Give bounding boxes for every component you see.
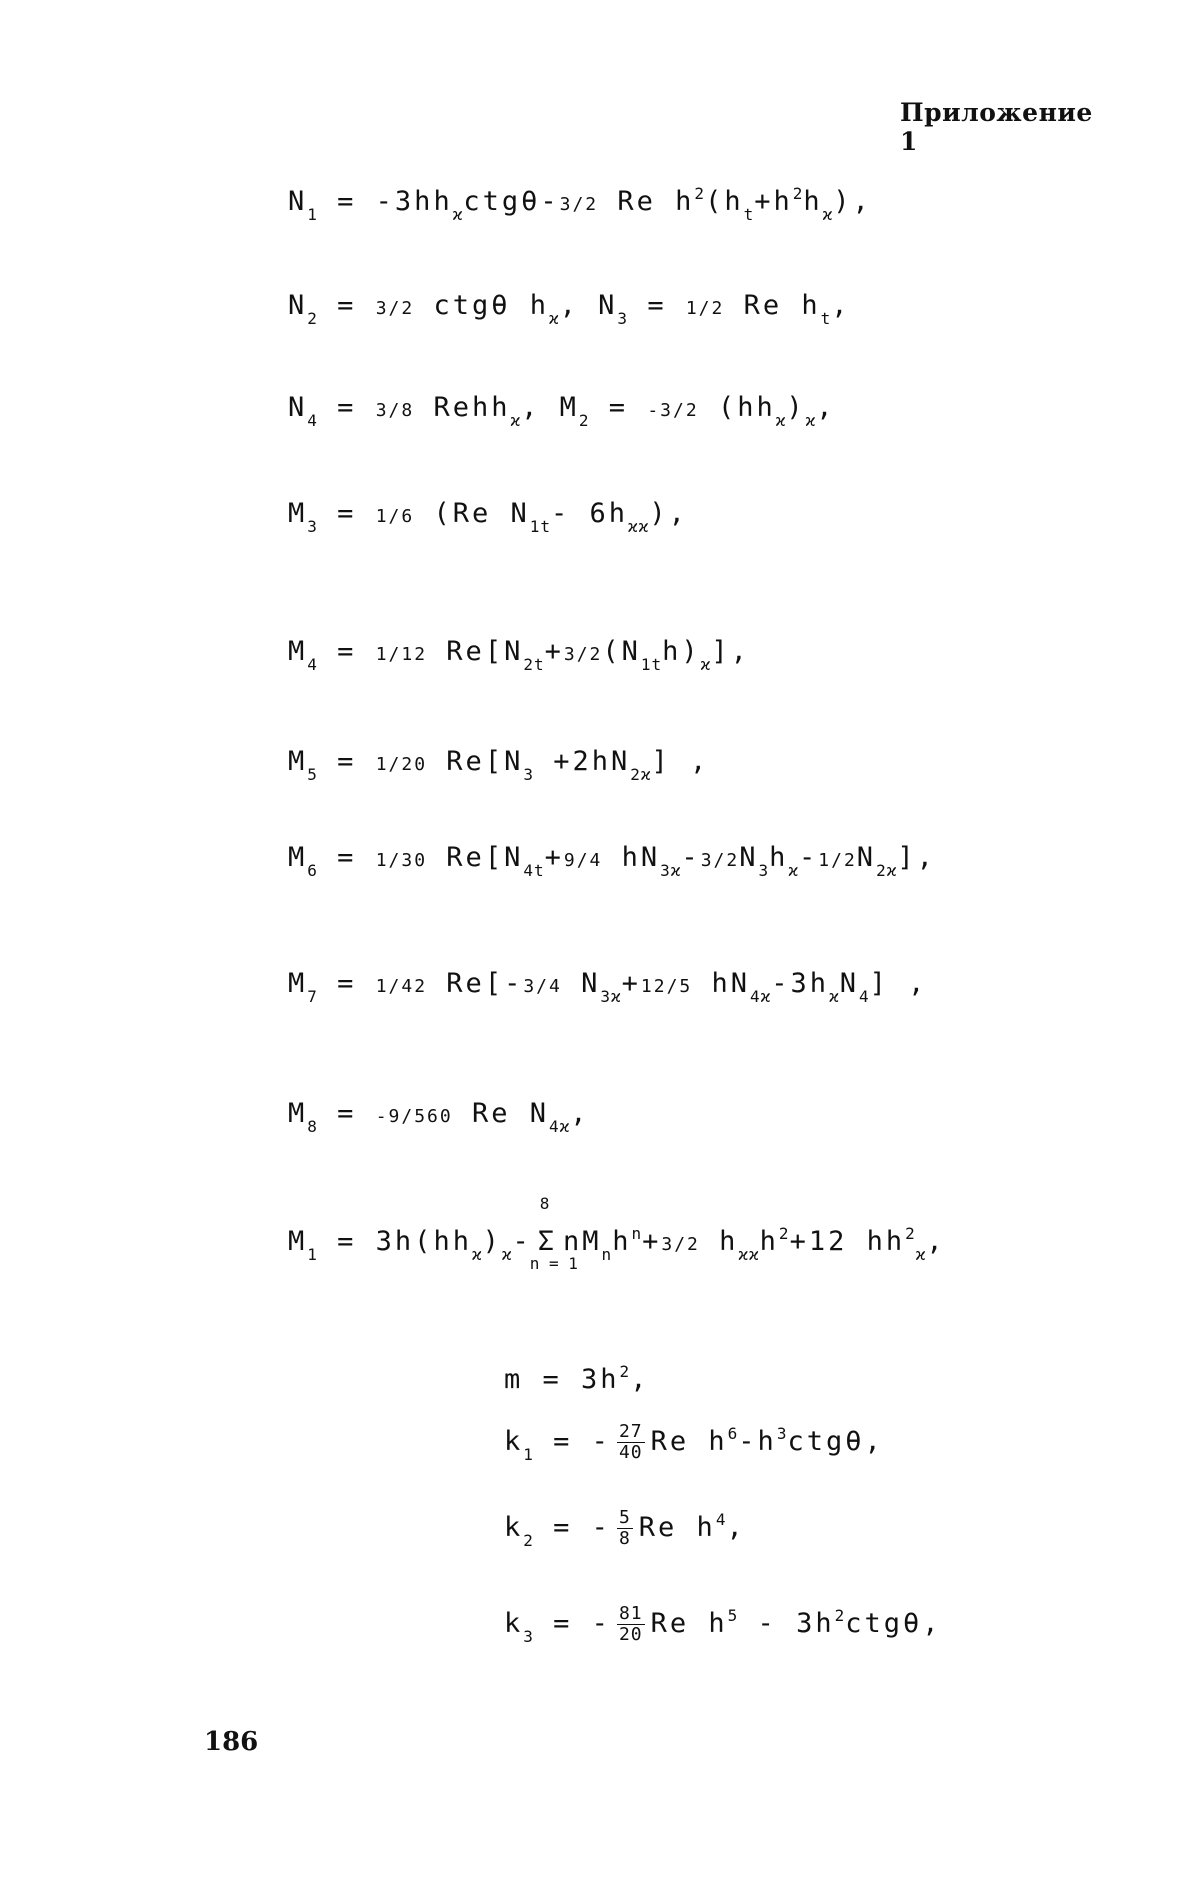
eq-text: ctgθ, [787, 1426, 884, 1457]
eq-sup: 6 [727, 1424, 739, 1443]
eq-text: M [288, 636, 308, 667]
eq-text: ) [786, 392, 806, 423]
eq-fraction: 1/2 [818, 850, 857, 871]
eq-text: N [739, 842, 759, 873]
eq-text: = - [533, 1512, 611, 1543]
eq-sub: 3 [758, 861, 770, 880]
eq-sup: 2 [619, 1362, 631, 1381]
eq-text: N [288, 186, 308, 217]
eq-text: ] , [869, 968, 928, 999]
denominator: 40 [618, 1442, 643, 1463]
eq-sub: t [743, 205, 755, 224]
eq-fraction: 3/8 [375, 400, 415, 421]
eq-text: N [839, 968, 859, 999]
eq-fraction: 1/12 [375, 644, 428, 665]
eq-text: = [317, 290, 376, 321]
eq-text: h [699, 1226, 739, 1257]
eq-sup: 2 [834, 1606, 846, 1625]
eq-text: = [589, 392, 648, 423]
eq-text: ctgθ- [463, 186, 560, 217]
eq-text: Rehh [414, 392, 511, 423]
eq-text: Re h [638, 1512, 716, 1543]
equation-n4-m2 [288, 392, 836, 430]
eq-text: M [288, 498, 308, 529]
eq-text: ) [482, 1226, 502, 1257]
eq-sup: 5 [727, 1606, 739, 1625]
equation-m4 [288, 636, 750, 674]
eq-text: = [317, 842, 376, 873]
eq-text: , [570, 1098, 590, 1129]
eq-sub: 3 [307, 517, 318, 536]
equation-m6 [288, 842, 936, 880]
eq-text: nM [563, 1226, 602, 1257]
eq-text: k [504, 1426, 524, 1457]
eq-sub: ϰ [549, 309, 560, 328]
equation-m1 [288, 1194, 946, 1273]
eq-text: k [504, 1512, 524, 1543]
eq-sub: ϰ [700, 655, 712, 674]
eq-text: N [856, 842, 877, 873]
eq-text: = [317, 746, 376, 777]
denominator: 8 [618, 1528, 631, 1549]
equation-n2-n3 [288, 290, 851, 328]
eq-sub: 3 [617, 309, 629, 328]
eq-text: = 3h(hh [317, 1226, 472, 1257]
eq-text: Re h [724, 290, 821, 321]
eq-text: = [317, 968, 376, 999]
eq-sub: 1 [307, 1245, 318, 1264]
eq-fraction: 3/2 [700, 850, 740, 871]
eq-fraction: -9/560 [375, 1106, 453, 1127]
eq-text: = -3hh [317, 186, 453, 217]
eq-sub: 4ϰ [549, 1117, 571, 1136]
eq-text: - [799, 842, 819, 873]
eq-text: M [288, 1098, 308, 1129]
eq-text: N [288, 392, 308, 423]
eq-sub: ϰ [510, 411, 522, 430]
eq-text: = [317, 392, 376, 423]
eq-text: = [317, 636, 376, 667]
eq-text: ctgθ, [845, 1608, 942, 1639]
eq-sub: 4 [307, 411, 318, 430]
eq-text: hN [692, 968, 751, 999]
eq-text: ], [897, 842, 936, 873]
fraction [617, 1422, 645, 1463]
eq-fraction: 3/2 [375, 298, 415, 319]
eq-text: +12 hh [789, 1226, 906, 1257]
eq-text: h [759, 1226, 779, 1257]
eq-sub: 2ϰ [876, 861, 898, 880]
eq-fraction: 1/6 [375, 506, 415, 527]
eq-sub: 2t [523, 655, 545, 674]
eq-sub: 4t [523, 861, 545, 880]
eq-text: M [288, 1226, 308, 1257]
eq-text: N [561, 968, 601, 999]
eq-text: , [831, 290, 851, 321]
equation-k1 [504, 1422, 884, 1464]
eq-sub: 4 [307, 655, 318, 674]
eq-text: m = 3h [504, 1364, 620, 1395]
eq-text: ), [649, 498, 688, 529]
eq-sup: 2 [905, 1224, 916, 1243]
eq-text: = [628, 290, 686, 321]
eq-text: Re h [650, 1426, 728, 1457]
eq-sub: ϰ [452, 205, 464, 224]
eq-fraction: 1/30 [375, 850, 428, 871]
eq-sub: ϰ [788, 861, 800, 880]
eq-text: , [726, 1512, 746, 1543]
eq-text: ), [833, 186, 872, 217]
fraction [617, 1508, 633, 1549]
eq-sub: 2 [578, 411, 590, 430]
eq-text: -3h [771, 968, 830, 999]
numerator: 81 [618, 1603, 643, 1624]
eq-text: - 3h [738, 1608, 835, 1639]
eq-sub: 1t [640, 655, 663, 674]
eq-text: + [621, 968, 641, 999]
eq-text: h [803, 186, 823, 217]
sigma-symbol: Σ [537, 1226, 558, 1257]
denominator: 20 [618, 1624, 643, 1645]
eq-sub: 3ϰ [660, 861, 682, 880]
eq-text: , M [521, 392, 579, 423]
equation-m3 [288, 498, 688, 536]
eq-sub: 2 [523, 1531, 534, 1550]
eq-sub: ϰ [471, 1245, 483, 1264]
eq-sub: ϰ [501, 1245, 513, 1264]
eq-sub: ϰ [915, 1245, 927, 1264]
eq-text: - 6h [551, 498, 629, 529]
eq-text: k [504, 1608, 524, 1639]
eq-text: h) [662, 636, 701, 667]
equation-m8 [288, 1098, 590, 1136]
eq-text: hN [602, 842, 661, 873]
summation-sign [529, 1194, 578, 1273]
equation-n1 [288, 184, 872, 224]
eq-sub: 4 [858, 987, 870, 1006]
numerator: 27 [618, 1421, 643, 1442]
eq-sub: 1 [523, 1445, 534, 1464]
eq-text: -h [738, 1426, 777, 1457]
eq-sub: t [820, 309, 832, 328]
eq-text: + [544, 842, 564, 873]
eq-text: + [544, 636, 564, 667]
eq-text: , N [559, 290, 618, 321]
eq-sub: 4ϰ [750, 987, 772, 1006]
eq-text: (hh [698, 392, 776, 423]
eq-sub: 8 [307, 1117, 318, 1136]
eq-text: M [288, 842, 308, 873]
eq-sub: ϰ [805, 411, 817, 430]
running-header: Приложение 1 [900, 98, 1093, 156]
eq-text: , [926, 1226, 946, 1257]
eq-text: , [630, 1364, 650, 1395]
equation-m5 [288, 746, 709, 784]
equation-m [504, 1362, 649, 1395]
sum-lower-limit: n = 1 [529, 1254, 578, 1273]
eq-text: Re[N [427, 746, 524, 777]
eq-text: = - [533, 1426, 611, 1457]
eq-text: (h [705, 186, 744, 217]
eq-sup: 4 [715, 1510, 727, 1529]
eq-fraction: 3/2 [661, 1234, 700, 1255]
page-number: 186 [204, 1727, 259, 1757]
eq-text: ] , [651, 746, 710, 777]
eq-fraction: 3/4 [523, 976, 562, 997]
eq-text: + [642, 1226, 662, 1257]
eq-text: = [317, 498, 376, 529]
eq-sub: ϰ [775, 411, 787, 430]
eq-sub: 2ϰ [630, 765, 652, 784]
eq-sub: 6 [307, 861, 318, 880]
numerator: 5 [618, 1507, 631, 1528]
eq-text: , [816, 392, 836, 423]
eq-sub: ϰ [822, 205, 834, 224]
eq-sub: 1t [529, 517, 552, 536]
eq-text: M [288, 746, 308, 777]
equation-m7 [288, 968, 927, 1006]
eq-text: ], [711, 636, 750, 667]
eq-text: = [317, 1098, 376, 1129]
eq-text: Re[N [427, 636, 524, 667]
eq-text: N [288, 290, 308, 321]
eq-sub: 3ϰ [600, 987, 622, 1006]
eq-sup: 2 [778, 1224, 790, 1243]
eq-fraction: 1/20 [375, 754, 428, 775]
eq-sup: 3 [776, 1424, 788, 1443]
eq-sup: 2 [694, 184, 706, 203]
eq-text: Re N [452, 1098, 549, 1129]
eq-text: (N [602, 636, 641, 667]
eq-sub: ϰ [829, 987, 840, 1006]
eq-text: Re h [598, 186, 695, 217]
eq-sub: ϰϰ [628, 517, 650, 536]
eq-text: M [288, 968, 308, 999]
eq-sub: 5 [307, 765, 318, 784]
eq-sub: 3 [523, 1627, 534, 1646]
eq-fraction: 3/2 [563, 644, 603, 665]
eq-sup: n [631, 1224, 643, 1243]
eq-text: h [612, 1226, 632, 1257]
eq-sub: 7 [307, 987, 318, 1006]
eq-sub: n [601, 1245, 613, 1264]
eq-text: = - [533, 1608, 611, 1639]
eq-sub: ϰϰ [738, 1245, 760, 1264]
eq-text: Re[- [427, 968, 524, 999]
eq-fraction: 9/4 [563, 850, 603, 871]
eq-text: - [512, 1226, 532, 1257]
eq-fraction: 1/42 [375, 976, 428, 997]
eq-sup: 2 [792, 184, 804, 203]
eq-fraction: -3/2 [647, 400, 699, 421]
eq-fraction: 12/5 [640, 976, 693, 997]
eq-sub: 3 [523, 765, 534, 784]
eq-sub: 2 [307, 309, 318, 328]
equation-k2 [504, 1508, 746, 1550]
eq-text: - [681, 842, 701, 873]
eq-text: (Re N [414, 498, 530, 529]
eq-text: +h [754, 186, 793, 217]
eq-text: +2hN [533, 746, 631, 777]
eq-text: Re[N [427, 842, 524, 873]
equation-k3 [504, 1604, 942, 1646]
fraction [617, 1604, 645, 1645]
eq-text: h [769, 842, 789, 873]
sum-upper-limit: 8 [539, 1194, 550, 1213]
eq-sub: 1 [307, 205, 318, 224]
eq-text: ctgθ h [414, 290, 549, 321]
eq-fraction: 1/2 [685, 298, 725, 319]
eq-text: Re h [650, 1608, 728, 1639]
eq-fraction: 3/2 [559, 194, 599, 215]
